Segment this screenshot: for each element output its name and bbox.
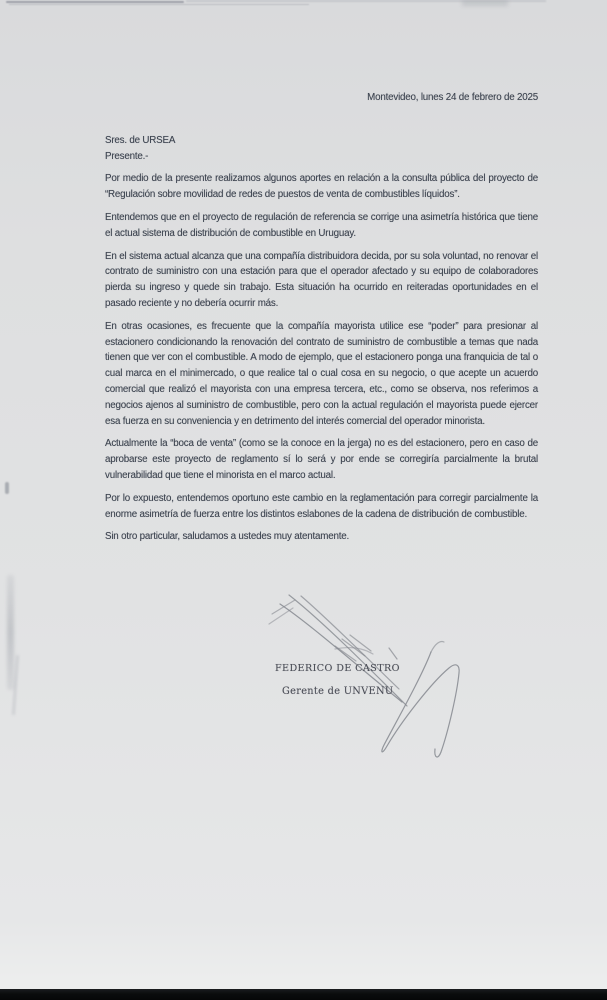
paragraph-boca-de-venta: Actualmente la “boca de venta” (como se la conoce en la jerga) no es del estacionero, pero en caso de aprobarse este proyecto de reglamento sí lo será y por ende se corregiría parcialmente la brutal vulnerabilidad que tiene el minorista en el marco actual. <box>105 438 538 481</box>
signature-block <box>255 582 485 762</box>
signer-name: FEDERICO DE CASTRO <box>275 663 400 674</box>
recipient-present: Presente.- <box>105 150 149 162</box>
paragraph-conclusion: Por lo expuesto, entendemos oportuno este cambio en la reglamentación para corregir parcialmente la enorme asimetría de fuerza entre los distintos eslabones de la cadena de distribución de combustible. <box>105 492 538 520</box>
recipient-name: Sres. de URSEA <box>105 134 176 146</box>
date-line: Montevideo, lunes 24 de febrero de 2025 <box>367 92 538 103</box>
closing-line: Sin otro particular, saludamos a ustedes muy atentamente. <box>105 531 350 543</box>
recipient-block <box>105 133 538 165</box>
paragraph-intro: Por medio de la presente realizamos algunos aportes en relación a la consulta pública del proyecto de “Regulación sobre movilidad de redes de puestos de venta de combustibles líquidos”. <box>105 173 538 201</box>
paragraph-asimetria: Entendemos que en el proyecto de regulación de referencia se corrige una asimetría histórica que tiene el actual sistema de distribución de combustible en Uruguay. <box>105 211 538 239</box>
scan-edge-bar <box>0 989 607 1000</box>
scan-smudge-left-small <box>5 482 9 494</box>
paragraph-poder-mayorista: En otras ocasiones, es frecuente que la compañía mayorista utilice ese “poder” para presionar al estacionero condicionando la renovación del contrato de suministro de combustible a temas que nada tienen que ver con el combustible. A modo de ejemplo, que el estacionero ponga una franquicia de tal o cual marca en el minimercado, o que realice tal o cual cosa en su negocio, o que acepte un acuerdo comercial que realizó el mayorista con una empresa tercera, etc., como se observa, nos referimos a negocios ajenos al suministro de combustible, pero con la actual regulación el mayorista puede ejercer esa fuerza en su conveniencia y en detrimento del interés comercial del operador minorista. <box>105 320 538 427</box>
scan-smudge-left-band <box>7 575 14 690</box>
letter-body <box>105 0 538 545</box>
signer-title: Gerente de UNVENU <box>282 686 394 697</box>
paragraph-sistema-actual: En el sistema actual alcanza que una compañía distribuidora decida, por su sola voluntad, no renovar el contrato de suministro con una estación para que el operador afectado y su equipo de colaboradores pierda su ingreso y quede sin trabajo. Esta situación ha ocurrido en reiteradas oportunidades en el pasado reciente y no debería ocurrir más. <box>105 250 538 309</box>
